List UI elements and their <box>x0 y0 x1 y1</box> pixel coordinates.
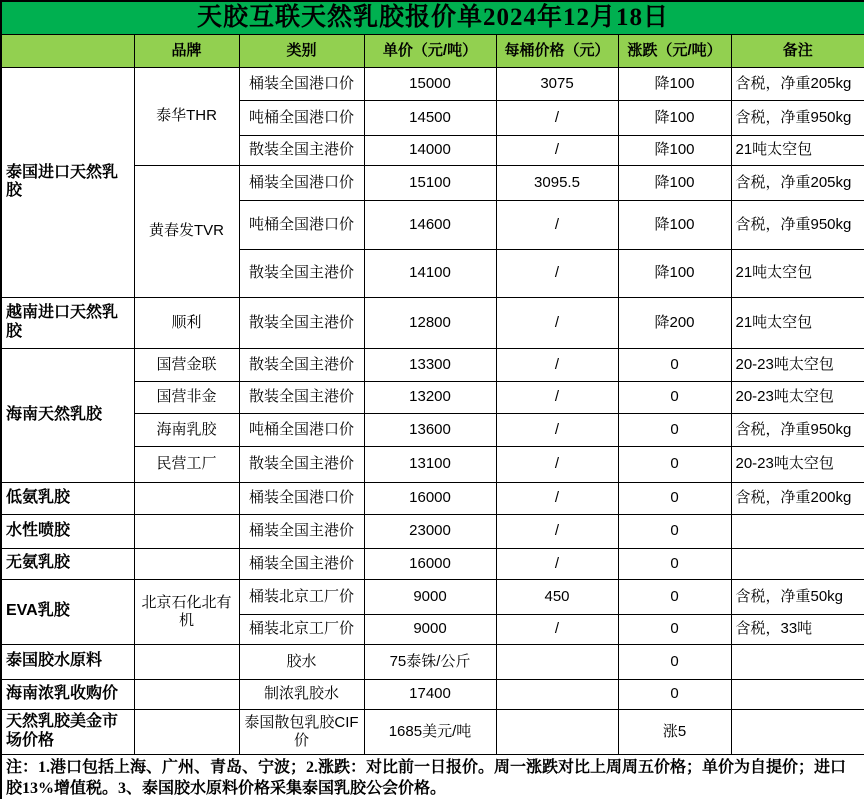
change-cell: 降100 <box>618 100 731 135</box>
unit-price-cell: 9000 <box>364 614 496 644</box>
brand-cell <box>134 644 239 679</box>
table-row <box>1 482 864 514</box>
barrel-price-cell: / <box>496 514 618 548</box>
unit-price-cell: 14600 <box>364 200 496 249</box>
col-header-change: 涨跌（元/吨） <box>618 34 731 67</box>
remark-cell <box>731 644 864 679</box>
group-cell: 泰国进口天然乳胶 <box>1 67 134 297</box>
barrel-price-cell: / <box>496 482 618 514</box>
brand-cell: 泰华THR <box>134 67 239 165</box>
brand-cell <box>134 548 239 579</box>
category-cell: 散装全国主港价 <box>239 249 364 297</box>
category-cell: 胶水 <box>239 644 364 679</box>
category-cell: 散装全国主港价 <box>239 348 364 381</box>
header-row <box>1 34 864 67</box>
change-cell: 0 <box>618 579 731 614</box>
unit-price-cell: 12800 <box>364 297 496 348</box>
change-cell: 0 <box>618 446 731 482</box>
group-cell: 海南天然乳胶 <box>1 348 134 482</box>
title-row <box>1 1 864 34</box>
remark-cell: 含税，净重50kg <box>731 579 864 614</box>
brand-cell: 国营非金 <box>134 381 239 413</box>
barrel-price-cell: / <box>496 381 618 413</box>
remark-cell: 21吨太空包 <box>731 135 864 165</box>
category-cell: 桶装北京工厂价 <box>239 614 364 644</box>
change-cell: 降100 <box>618 165 731 200</box>
category-cell: 桶装全国港口价 <box>239 165 364 200</box>
remark-cell <box>731 514 864 548</box>
unit-price-cell: 1685美元/吨 <box>364 709 496 754</box>
unit-price-cell: 15100 <box>364 165 496 200</box>
barrel-price-cell: / <box>496 446 618 482</box>
change-cell: 0 <box>618 548 731 579</box>
barrel-price-cell: / <box>496 413 618 446</box>
footnote: 注：1.港口包括上海、广州、青岛、宁波；2.涨跌：对比前一日报价。周一涨跌对比上周周五价格；单价为自提价；进口胶13%增值税。3、泰国胶水原料价格采集泰国乳胶公会价格。 <box>1 754 864 799</box>
footnote-row <box>1 754 864 799</box>
remark-cell: 含税，33吨 <box>731 614 864 644</box>
change-cell: 0 <box>618 514 731 548</box>
group-cell: EVA乳胶 <box>1 579 134 644</box>
barrel-price-cell <box>496 679 618 709</box>
unit-price-cell: 9000 <box>364 579 496 614</box>
table-row <box>1 679 864 709</box>
change-cell: 降100 <box>618 135 731 165</box>
remark-cell: 含税，净重950kg <box>731 100 864 135</box>
category-cell: 泰国散包乳胶CIF价 <box>239 709 364 754</box>
change-cell: 降200 <box>618 297 731 348</box>
col-header-remark: 备注 <box>731 34 864 67</box>
brand-cell: 国营金联 <box>134 348 239 381</box>
change-cell: 涨5 <box>618 709 731 754</box>
category-cell: 吨桶全国港口价 <box>239 200 364 249</box>
group-cell: 无氨乳胶 <box>1 548 134 579</box>
barrel-price-cell: / <box>496 614 618 644</box>
table-row <box>1 297 864 348</box>
unit-price-cell: 16000 <box>364 548 496 579</box>
unit-price-cell: 13600 <box>364 413 496 446</box>
unit-price-cell: 13200 <box>364 381 496 413</box>
unit-price-cell: 13300 <box>364 348 496 381</box>
remark-cell <box>731 709 864 754</box>
col-header-empty <box>1 34 134 67</box>
barrel-price-cell: / <box>496 297 618 348</box>
brand-cell <box>134 679 239 709</box>
barrel-price-cell: / <box>496 348 618 381</box>
category-cell: 散装全国主港价 <box>239 446 364 482</box>
change-cell: 0 <box>618 381 731 413</box>
remark-cell: 20-23吨太空包 <box>731 381 864 413</box>
col-header-category: 类别 <box>239 34 364 67</box>
category-cell: 散装全国主港价 <box>239 297 364 348</box>
table-row <box>1 548 864 579</box>
brand-cell: 北京石化北有机 <box>134 579 239 644</box>
group-cell: 低氨乳胶 <box>1 482 134 514</box>
group-cell: 天然乳胶美金市场价格 <box>1 709 134 754</box>
unit-price-cell: 75泰铢/公斤 <box>364 644 496 679</box>
category-cell: 桶装北京工厂价 <box>239 579 364 614</box>
unit-price-cell: 17400 <box>364 679 496 709</box>
group-cell: 海南浓乳收购价 <box>1 679 134 709</box>
barrel-price-cell: 3075 <box>496 67 618 100</box>
table-row <box>1 579 864 614</box>
remark-cell: 20-23吨太空包 <box>731 348 864 381</box>
col-header-barrel-price: 每桶价格（元） <box>496 34 618 67</box>
change-cell: 0 <box>618 413 731 446</box>
unit-price-cell: 14000 <box>364 135 496 165</box>
table-row <box>1 348 864 381</box>
change-cell: 0 <box>618 614 731 644</box>
category-cell: 桶装全国主港价 <box>239 514 364 548</box>
unit-price-cell: 23000 <box>364 514 496 548</box>
category-cell: 桶装全国港口价 <box>239 67 364 100</box>
remark-cell: 含税，净重205kg <box>731 67 864 100</box>
remark-cell <box>731 548 864 579</box>
brand-cell: 黄春发TVR <box>134 165 239 297</box>
remark-cell <box>731 679 864 709</box>
unit-price-cell: 13100 <box>364 446 496 482</box>
category-cell: 桶装全国主港价 <box>239 548 364 579</box>
group-cell: 水性喷胶 <box>1 514 134 548</box>
barrel-price-cell: 3095.5 <box>496 165 618 200</box>
table-row <box>1 514 864 548</box>
barrel-price-cell: / <box>496 100 618 135</box>
change-cell: 0 <box>618 482 731 514</box>
change-cell: 0 <box>618 679 731 709</box>
brand-cell <box>134 482 239 514</box>
unit-price-cell: 14100 <box>364 249 496 297</box>
unit-price-cell: 15000 <box>364 67 496 100</box>
brand-cell: 海南乳胶 <box>134 413 239 446</box>
remark-cell: 21吨太空包 <box>731 297 864 348</box>
remark-cell: 20-23吨太空包 <box>731 446 864 482</box>
change-cell: 降100 <box>618 67 731 100</box>
category-cell: 桶装全国港口价 <box>239 482 364 514</box>
remark-cell: 含税，净重950kg <box>731 200 864 249</box>
table-row <box>1 67 864 100</box>
category-cell: 散装全国主港价 <box>239 381 364 413</box>
change-cell: 0 <box>618 644 731 679</box>
barrel-price-cell: 450 <box>496 579 618 614</box>
report-title: 天胶互联天然乳胶报价单2024年12月18日 <box>1 1 864 34</box>
table-row <box>1 644 864 679</box>
remark-cell: 含税，净重200kg <box>731 482 864 514</box>
group-cell: 越南进口天然乳胶 <box>1 297 134 348</box>
category-cell: 制浓乳胶水 <box>239 679 364 709</box>
change-cell: 0 <box>618 348 731 381</box>
change-cell: 降100 <box>618 249 731 297</box>
barrel-price-cell: / <box>496 135 618 165</box>
group-cell: 泰国胶水原料 <box>1 644 134 679</box>
brand-cell <box>134 514 239 548</box>
category-cell: 散装全国主港价 <box>239 135 364 165</box>
barrel-price-cell <box>496 709 618 754</box>
unit-price-cell: 14500 <box>364 100 496 135</box>
barrel-price-cell: / <box>496 249 618 297</box>
col-header-brand: 品牌 <box>134 34 239 67</box>
table-row <box>1 709 864 754</box>
brand-cell: 顺利 <box>134 297 239 348</box>
remark-cell: 含税，净重950kg <box>731 413 864 446</box>
remark-cell: 含税，净重205kg <box>731 165 864 200</box>
brand-cell <box>134 709 239 754</box>
category-cell: 吨桶全国港口价 <box>239 413 364 446</box>
category-cell: 吨桶全国港口价 <box>239 100 364 135</box>
remark-cell: 21吨太空包 <box>731 249 864 297</box>
barrel-price-cell <box>496 644 618 679</box>
barrel-price-cell: / <box>496 200 618 249</box>
brand-cell: 民营工厂 <box>134 446 239 482</box>
barrel-price-cell: / <box>496 548 618 579</box>
col-header-unit-price: 单价（元/吨） <box>364 34 496 67</box>
unit-price-cell: 16000 <box>364 482 496 514</box>
change-cell: 降100 <box>618 200 731 249</box>
